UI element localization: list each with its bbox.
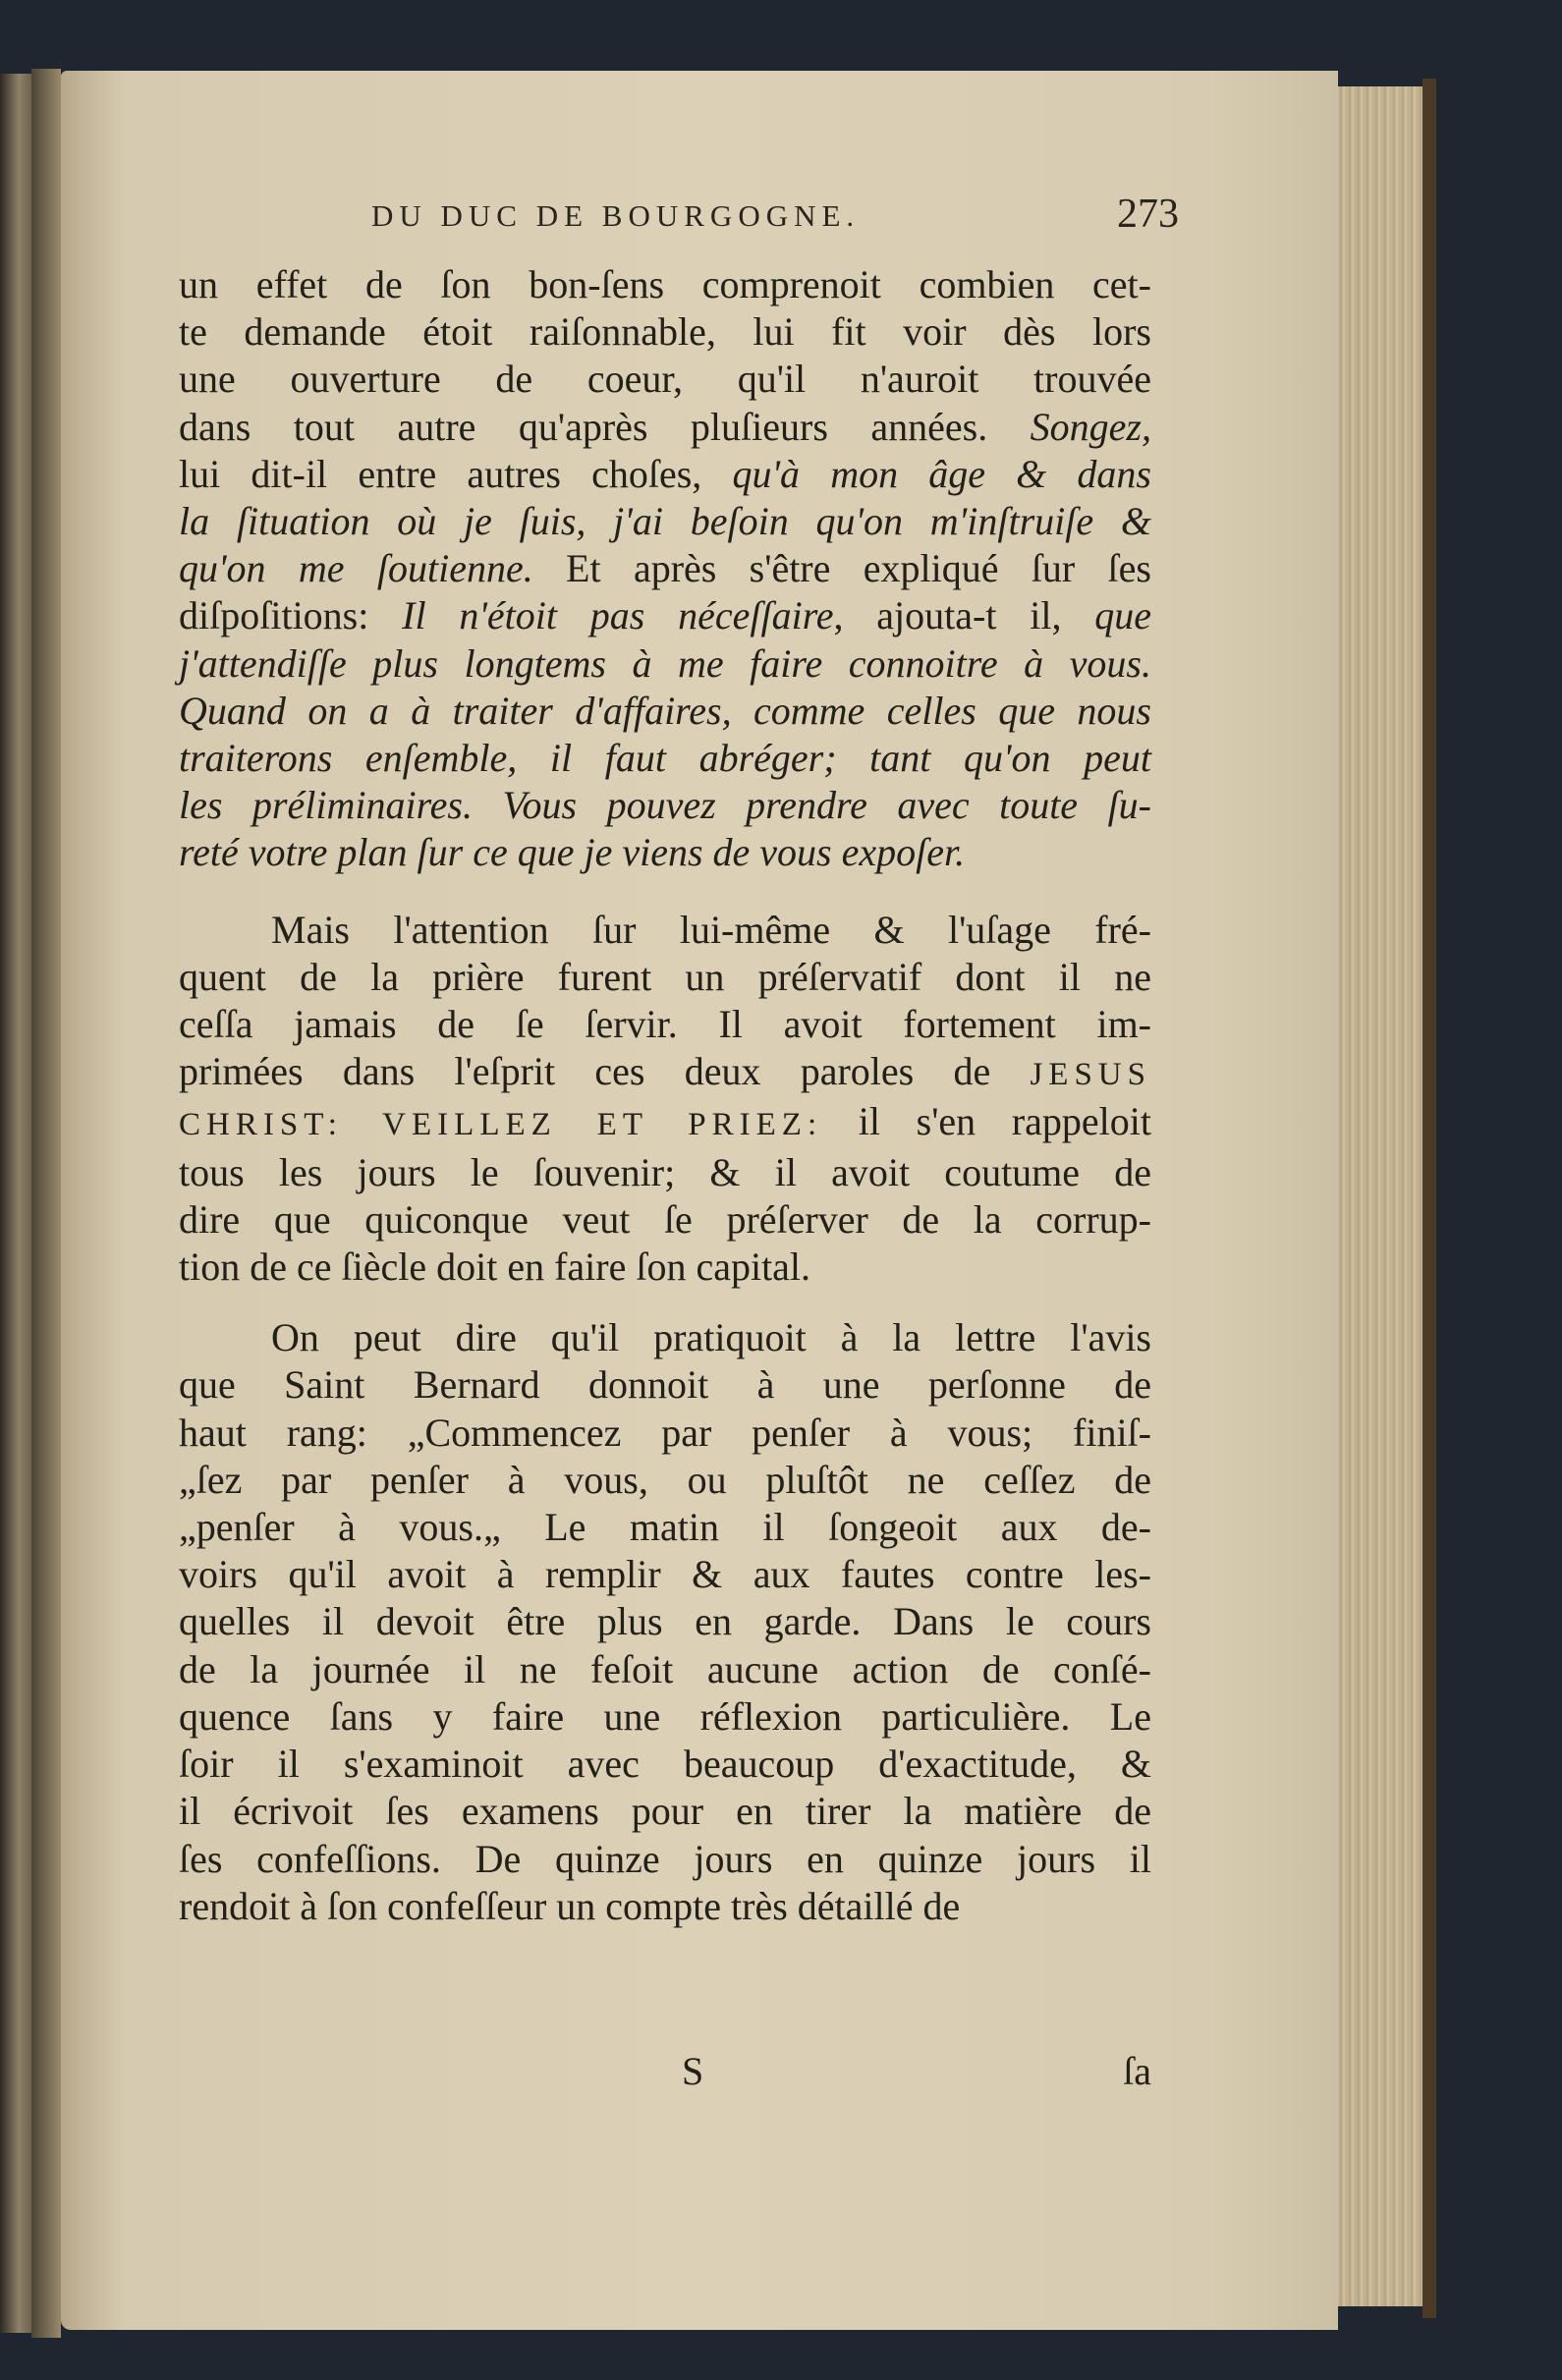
text-run: une ouverture de coeur, qu'il n'auroit trouvée (179, 357, 1151, 402)
italic-run: que (1094, 593, 1151, 638)
text-line (179, 1244, 1151, 1291)
text-line (179, 1693, 1151, 1741)
paragraph (179, 261, 1151, 877)
paragraph (179, 1314, 1151, 1930)
text-line (179, 498, 1151, 545)
text-line (179, 308, 1151, 356)
text-line (179, 1551, 1151, 1598)
text-line (179, 1457, 1151, 1504)
text-line (179, 954, 1151, 1001)
italic-run: la ſituation où je ſuis, j'ai beſoin qu'on m'inſtruiſe & (179, 499, 1151, 544)
page-header (371, 192, 1179, 241)
text-run: que Saint Bernard donnoit à une perſonne de (179, 1362, 1151, 1408)
italic-run: qu'on me ſoutienne. (179, 546, 533, 591)
text-line (179, 1361, 1151, 1409)
catchword: ſa (1123, 2049, 1151, 2093)
italic-run: j'attendiſſe plus longtems à me faire connoitre à vous. (179, 640, 1151, 686)
text-line (179, 1883, 1151, 1930)
text-line (179, 1314, 1151, 1361)
text-line (179, 688, 1151, 735)
text-run: ſes confeſſions. De quinze jours en quinze jours il (179, 1836, 1151, 1881)
body-text (179, 261, 1151, 1930)
text-run: „penſer à vous.„ Le matin il ſongeoit aux de- (179, 1505, 1151, 1550)
text-run: voirs qu'il avoit à remplir & aux fautes contre les- (179, 1552, 1151, 1597)
italic-run: les préliminaires. Vous pouvez prendre avec toute ſu- (179, 783, 1151, 828)
facing-page-edge (0, 74, 31, 2333)
italic-run: Songez, (1030, 404, 1151, 449)
italic-run: traiterons enſemble, il faut abréger; tant qu'on peut (179, 736, 1151, 781)
running-title: DU DUC DE BOURGOGNE. (371, 198, 861, 233)
text-run: diſpoſitions: (179, 593, 403, 638)
text-line (179, 640, 1151, 688)
book-gutter (31, 69, 61, 2338)
text-line (179, 451, 1151, 498)
paragraph (179, 907, 1151, 1292)
text-run: il écrivoit ſes examens pour en tirer la matière de (179, 1789, 1151, 1834)
text-line (179, 829, 1151, 876)
text-run: Et après s'être expliqué ſur ſes (532, 546, 1151, 591)
text-line (179, 1598, 1151, 1645)
text-line (179, 907, 1151, 954)
page-number: 273 (1117, 192, 1179, 237)
text-line (179, 1410, 1151, 1457)
text-run: tion de ce ſiècle doit en faire ſon capital. (179, 1245, 811, 1290)
text-run: „ſez par penſer à vous, ou pluſtôt ne ceſſez de (179, 1457, 1151, 1502)
text-run: Mais l'attention ſur lui-même & l'uſage fré- (271, 907, 1151, 952)
text-line (179, 404, 1151, 451)
text-line (179, 1836, 1151, 1883)
text-run: rendoit à ſon confeſſeur un compte très détaillé de (179, 1883, 961, 1928)
signature-mark: S (682, 2049, 704, 2093)
cover-edge (1423, 79, 1436, 2318)
text-run: dans tout autre qu'après pluſieurs années. (179, 404, 1031, 449)
text-line (179, 1098, 1151, 1148)
text-run: primées dans l'eſprit ces deux paroles de (179, 1049, 1031, 1094)
text-line (179, 1788, 1151, 1835)
text-line (179, 782, 1151, 829)
text-line (179, 1741, 1151, 1788)
text-run: , ajouta-t il, (833, 593, 1095, 638)
text-run: tous les jours le ſouvenir; & il avoit coutume de (179, 1149, 1151, 1194)
italic-run: Il n'étoit pas néceſſaire (402, 593, 834, 638)
text-line (179, 1504, 1151, 1551)
italic-run: reté votre plan ſur ce que je viens de vous expoſer. (179, 830, 966, 875)
text-line (179, 1149, 1151, 1196)
small-caps-run: CHRIST: VEILLEZ ET PRIEZ: (179, 1107, 823, 1143)
italic-run: qu'à mon âge & dans (732, 451, 1152, 496)
text-run: quence ſans y faire une réflexion particulière. Le (179, 1693, 1151, 1739)
text-line (179, 592, 1151, 639)
text-line (179, 356, 1151, 403)
text-line (179, 1646, 1151, 1693)
text-line (179, 261, 1151, 308)
text-run: dire que quiconque veut ſe préſerver de la corrup- (179, 1196, 1151, 1242)
page-footer (179, 2048, 1151, 2097)
text-run: ceſſa jamais de ſe ſervir. Il avoit fortement im- (179, 1002, 1151, 1047)
small-caps-run: JESUS (1030, 1057, 1151, 1093)
text-run: de la journée il ne feſoit aucune action de conſé- (179, 1646, 1151, 1691)
text-line (179, 735, 1151, 782)
text-line (179, 1196, 1151, 1244)
text-run: ſoir il s'examinoit avec beaucoup d'exactitude, & (179, 1742, 1151, 1787)
text-run: lui dit-il entre autres choſes, (179, 451, 733, 496)
text-line (179, 1048, 1151, 1098)
text-line (179, 545, 1151, 592)
text-run: il s'en rappeloit (822, 1099, 1151, 1144)
text-line (179, 1001, 1151, 1048)
text-run: haut rang: „Commencez par penſer à vous; finiſ- (179, 1410, 1151, 1455)
text-run: On peut dire qu'il pratiquoit à la lettre l'avis (271, 1315, 1151, 1360)
text-run: quelles il devoit être plus en garde. Dans le cours (179, 1599, 1151, 1644)
text-run: un effet de ſon bon-ſens comprenoit combien cet- (179, 262, 1151, 306)
text-run: te demande étoit raiſonnable, lui fit voir dès lors (179, 309, 1151, 355)
italic-run: Quand on a à traiter d'affaires, comme celles que nous (179, 688, 1151, 733)
text-run: quent de la prière furent un préſervatif dont il ne (179, 954, 1151, 999)
page-stack-edge (1338, 86, 1426, 2306)
